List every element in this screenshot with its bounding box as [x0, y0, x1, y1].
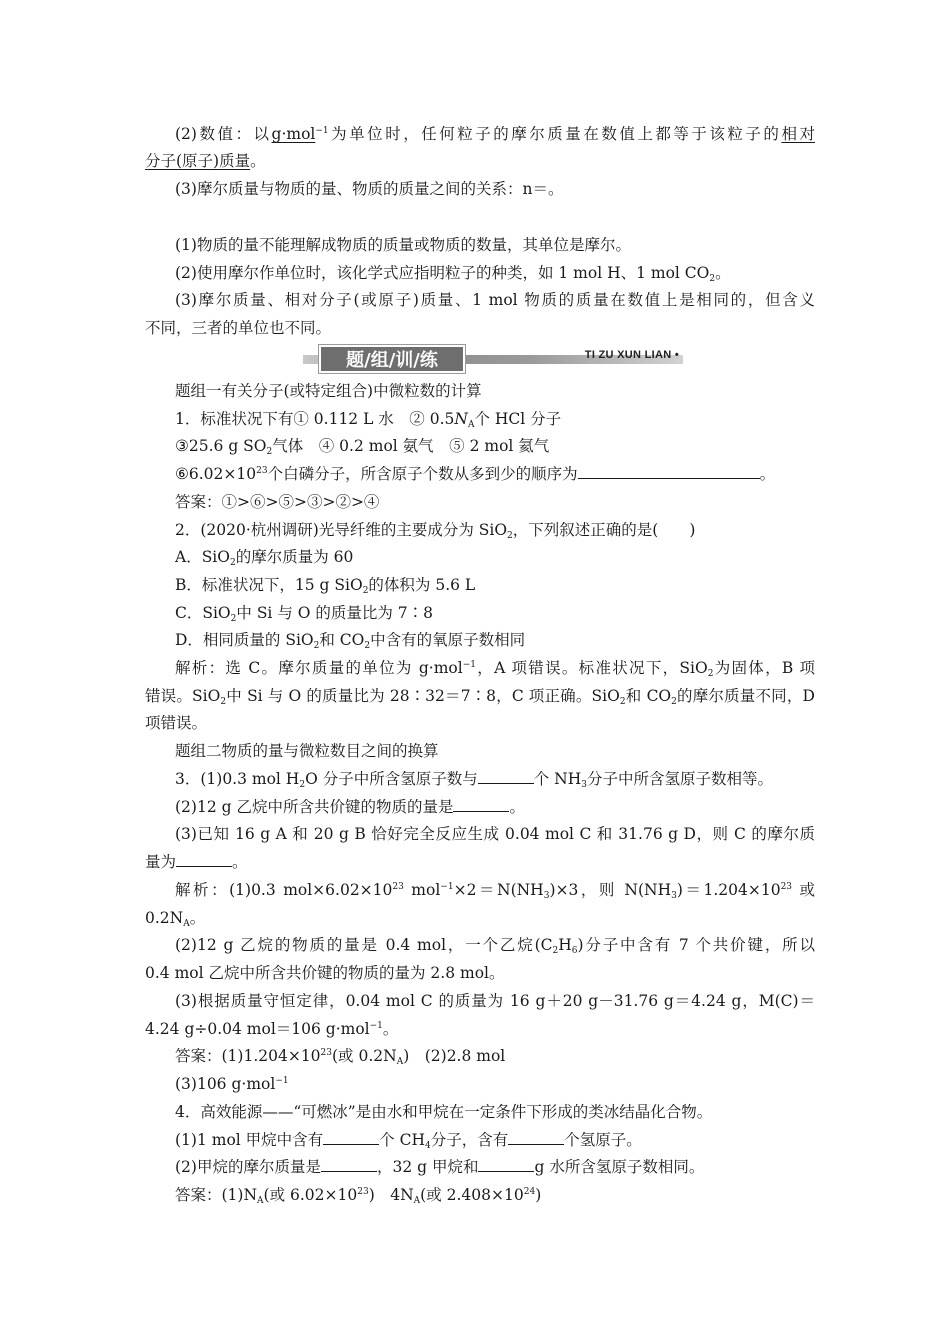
point-2-value-cont: 分子(原子)质量。 [145, 152, 266, 170]
solution-2-cont: 错误。SiO$_2$中 Si 与 O 的质量比为 28∶32＝7∶8，C 项正确。SiO$_2$和 $CO_2$的摩尔质量不同，D [145, 687, 815, 707]
solution-2: 解析：选 C。摩尔质量的单位为 g·mol$^{-1}$，A 项错误。标准状况下，SiO$_2$为固体，B 项 [175, 659, 816, 679]
option-c: C．SiO$_2$中 Si 与 O 的质量比为 7∶8 [175, 604, 434, 624]
question-4: 4．高效能源——“可燃冰”是由水和甲烷在一定条件下形成的类冰结晶化合物。 [175, 1103, 713, 1121]
solution-3-2: (2)12 g 乙烷的物质的量是 0.4 mol，一个乙烷$(C_2H_6)$分子中含有 7 个共价键，所以 [175, 936, 816, 956]
solution-3-2-cont: 0.4 mol 乙烷中所含共价键的物质的量为 2.8 mol。 [145, 964, 505, 982]
question-3-3: (3)已知 16 g A 和 20 g B 恰好完全反应生成 0.04 mol C 和 31.76 g D，则 C 的摩尔质 [175, 825, 815, 843]
answer-3-cont: (3)106 g·mol$^{-1}$ [175, 1075, 289, 1093]
solution-3-1: 解析：(1)0.3 $mol\times 6.02\times 10^{23}$ $mol^{-1}\times 2=N(NH_3)\times 3$，则 $N(NH_3)=1.204\times 10^{23}$ 或 [175, 881, 815, 901]
question-3-1: 3．(1)0.3 mol $H_2O$ 分子中所含氢原子数与 个 $NH_3$分子中所含氢原子数相等。 [175, 770, 773, 790]
answer-4: 答案：$(1)N_A$(或 $6.02\times 10^{23}$) $4N_A$(或 $2.408\times 10^{24}$) [175, 1186, 542, 1206]
note-3: (3)摩尔质量、相对分子(或原子)质量、1 mol 物质的质量在数值上是相同的，但含义 [175, 291, 815, 309]
answer-3: 答案：$(1)1.204\times 10^{23}$(或 $0.2N_A$) (2)2.8 mol [175, 1047, 506, 1067]
question-1-items: ③25.6 g $SO_2$气体 ④ 0.2 mol 氨气 ⑤ 2 mol 氦气 [175, 437, 550, 457]
solution-3-3: (3)根据质量守恒定律，0.04 mol C 的质量为 16 g＋20 g－31.76 g＝4.24 g，M(C)＝ [175, 992, 815, 1010]
question-4-1: (1)1 mol 甲烷中含有 个 $CH_4$分子，含有 个氢原子。 [175, 1131, 642, 1151]
group-1-title: 题组一有关分子(或特定组合)中微粒数的计算 [175, 382, 482, 400]
question-3-2: (2)12 g 乙烷中所含共价键的物质的量是 。 [175, 798, 525, 816]
question-1: 1．标准状况下有① 0.112 L 水 ② $0.5N_A$个 HCl 分子 [175, 410, 562, 430]
solution-2-end: 项错误。 [145, 714, 208, 732]
option-b: B．标准状况下，15 g SiO$_2$的体积为 5.6 L [175, 576, 476, 596]
banner-title: 题/组/训/练 [319, 345, 465, 373]
answer-1: 答案：①>⑥>⑤>③>②>④ [175, 493, 380, 511]
option-d: D．相同质量的 SiO$_2$和 $CO_2$中含有的氧原子数相同 [175, 631, 526, 651]
question-1-items-2: $⑥6.02\times 10^{23}$个白磷分子，所含原子个数从多到少的顺序为 。 [175, 465, 776, 483]
note-3-cont: 不同，三者的单位也不同。 [145, 319, 332, 337]
section-banner [303, 345, 683, 373]
question-3-3-cont: 量为 。 [145, 853, 248, 871]
point-3-relation: (3)摩尔质量与物质的量、物质的质量之间的关系：n＝。 [175, 180, 564, 198]
option-a: A．SiO$_2$的摩尔质量为 60 [175, 548, 354, 568]
question-4-2: (2)甲烷的摩尔质量是 ，32 g 甲烷和 g 水所含氢原子数相同。 [175, 1158, 705, 1176]
solution-3-3-cont: 4.24 g÷0.04 mol＝106 g·mol$^{-1}$。 [145, 1020, 399, 1038]
banner-subtitle: TI ZU XUN LIAN • [584, 349, 679, 361]
question-2: 2．(2020·杭州调研)光导纤维的主要成分为 SiO$_2$，下列叙述正确的是( ) [175, 521, 696, 541]
group-2-title: 题组二物质的量与微粒数目之间的换算 [175, 742, 439, 760]
note-1: (1)物质的量不能理解成物质的质量或物质的数量，其单位是摩尔。 [175, 236, 631, 254]
note-2: (2)使用摩尔作单位时，该化学式应指明粒子的种类，如 1 mol H、1 mol $CO_2$。 [175, 264, 731, 284]
solution-3-1-cont: $0.2N_A$。 [145, 909, 206, 929]
point-2-value: (2)数值：以g·mol$^{-1}$为单位时，任何粒子的摩尔质量在数值上都等于该粒子的相对 [175, 125, 815, 143]
